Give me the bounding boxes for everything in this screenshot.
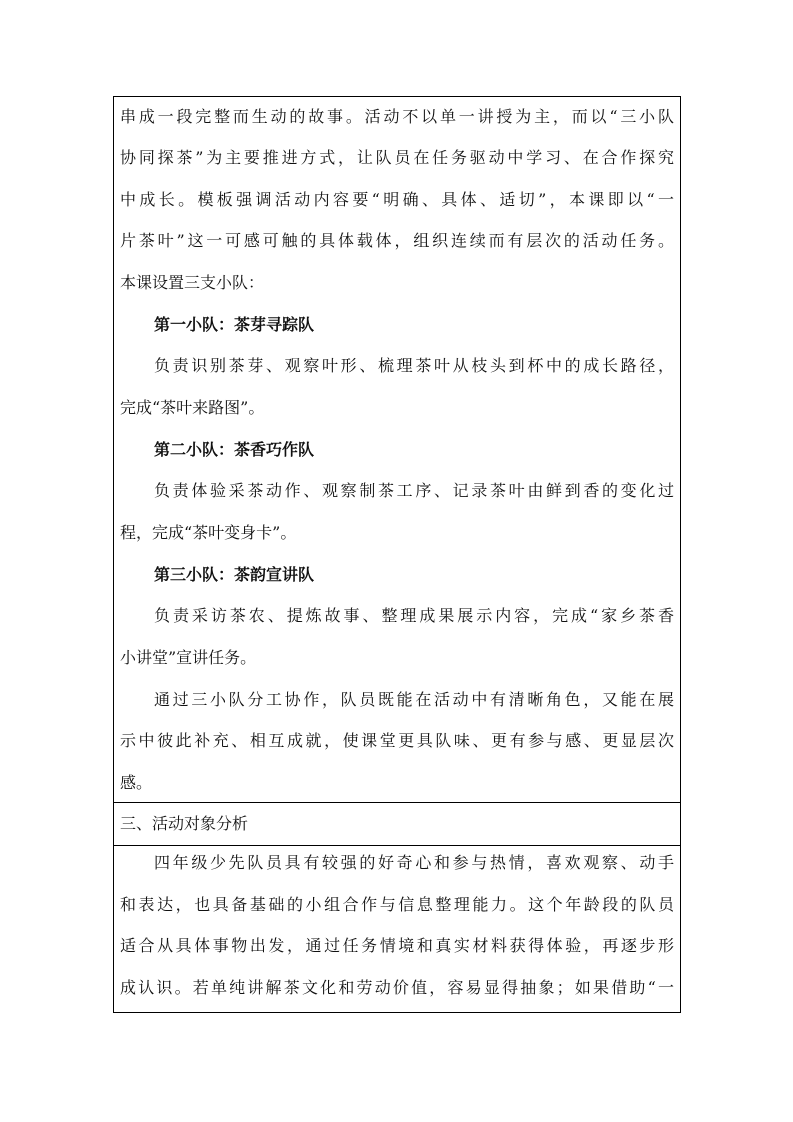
paragraph-line: 和表达，也具备基础的小组合作与信息整理能力。这个年龄段的队员 xyxy=(120,895,674,914)
document-table xyxy=(113,96,681,1013)
team-description: 负责识别茶芽、观察叶形、梳理茶叶从枝头到杯中的成长路径， xyxy=(154,356,674,375)
summary-line: 通过三小队分工协作，队员既能在活动中有清晰角色，又能在展 xyxy=(154,690,674,709)
paragraph-line: 四年级少先队员具有较强的好奇心和参与热情，喜欢观察、动手 xyxy=(154,853,674,872)
team-description: 负责体验采茶动作、观察制茶工序、记录茶叶由鲜到香的变化过 xyxy=(154,481,674,500)
section-heading-cell xyxy=(114,803,680,846)
team-heading-1: 第一小队：茶芽寻踪队 xyxy=(154,315,315,334)
paragraph-line: 协同探茶”为主要推进方式，让队员在任务驱动中学习、在合作探究 xyxy=(120,148,674,167)
paragraph-line: 片茶叶”这一可感可触的具体载体，组织连续而有层次的活动任务。 xyxy=(120,231,674,250)
audience-analysis-cell xyxy=(114,846,680,1014)
summary-line: 感。 xyxy=(120,773,153,792)
team-heading-3: 第三小队：茶韵宣讲队 xyxy=(154,565,315,584)
paragraph-line: 本课设置三支小队： xyxy=(120,273,265,292)
paragraph-line: 成认识。若单纯讲解茶文化和劳动价值，容易显得抽象；如果借助“一 xyxy=(120,978,674,997)
paragraph-line: 中成长。模板强调活动内容要“明确、具体、适切”，本课即以“一 xyxy=(120,190,674,209)
team-description: 小讲堂”宣讲任务。 xyxy=(120,648,257,667)
team-description: 负责采访茶农、提炼故事、整理成果展示内容，完成“家乡茶香 xyxy=(154,606,674,625)
section-heading: 三、活动对象分析 xyxy=(120,814,249,833)
paragraph-line: 串成一段完整而生动的故事。活动不以单一讲授为主，而以“三小队 xyxy=(120,107,674,126)
team-description: 程，完成“茶叶变身卡”。 xyxy=(120,523,297,542)
summary-line: 示中彼此补充、相互成就，使课堂更具队味、更有参与感、更显层次 xyxy=(120,731,674,750)
team-description: 完成“茶叶来路图”。 xyxy=(120,398,265,417)
team-heading-2: 第二小队：茶香巧作队 xyxy=(154,440,315,459)
activity-content-cell xyxy=(114,97,680,803)
paragraph-line: 适合从具体事物出发，通过任务情境和真实材料获得体验，再逐步形 xyxy=(120,936,674,955)
